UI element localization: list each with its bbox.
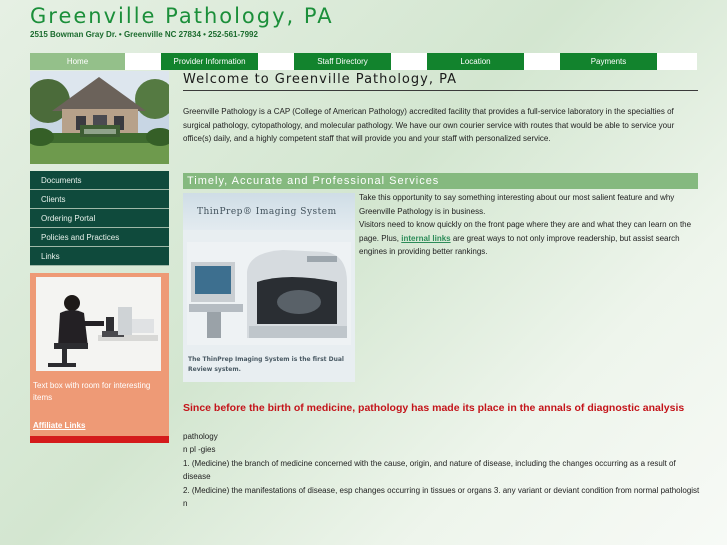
nav-spacer [125, 53, 161, 70]
top-navigation [30, 53, 697, 70]
sidebar-item-policies-and-practices[interactable]: Policies and Practices [30, 228, 169, 247]
feature-paragraph-2 [359, 218, 699, 259]
thinprep-caption: The ThinPrep Imaging System is the first Dual Review system. [188, 356, 344, 373]
nav-provider-information[interactable]: Provider Information [161, 53, 258, 70]
definition-pronunciation: n pl -gies [183, 445, 216, 455]
thinprep-promo [183, 193, 355, 382]
definition-word: pathology [183, 432, 218, 441]
feature-text-after-link: are great ways to not only improve readership, but assist search engines in providing better rankings. [359, 233, 680, 257]
definition-sense-1: 1. (Medicine) the branch of medicine concerned with the cause, origin, and nature of disease, including the changes occurring as a result of disease [183, 458, 676, 482]
affiliate-links-link[interactable]: Affiliate Links [33, 421, 86, 430]
promo-accent-bar [30, 436, 169, 443]
nav-spacer [258, 53, 294, 70]
feature-text-before-link: Visitors need to know quickly on the front page where they are and what they can learn on the page. Plus, [359, 220, 692, 243]
sidebar-item-ordering-portal[interactable]: Ordering Portal [30, 209, 169, 228]
sidebar-item-clients[interactable]: Clients [30, 190, 169, 209]
nav-spacer [524, 53, 560, 70]
promo-text: Text box with room for interesting items [33, 381, 151, 402]
feature-text [359, 191, 699, 259]
imaging-system-photo [187, 242, 351, 345]
nav-spacer [391, 53, 427, 70]
section-heading: Timely, Accurate and Professional Services [183, 173, 698, 189]
building-photo [30, 71, 169, 164]
feature-paragraph-1: Take this opportunity to say something interesting about our most salient feature and why Greenville Pathology is in business. [359, 193, 675, 216]
definition-sense-2: 2. (Medicine) the manifestations of disease, esp changes occurring in tissues or organs 3. any variant or deviant condition from normal pathologist n [183, 485, 700, 509]
nav-staff-directory[interactable]: Staff Directory [294, 53, 391, 70]
page-title: Welcome to Greenville Pathology, PA [183, 72, 698, 91]
thinprep-title: ThinPrep® Imaging System [183, 193, 355, 230]
sidebar-menu [30, 171, 169, 266]
site-title: Greenville Pathology, PA [30, 4, 334, 28]
promo-box [30, 273, 169, 443]
intro-paragraph: Greenville Pathology is a CAP (College of American Pathology) accredited facility that provides a full-service laboratory in the specialties of surgical pathology, cytopathology, and molecular pathology. We have our own courier service with routes that would be able to service your office(s) daily, and a highly competent staff that will provide you and your staff with personalized service. [183, 107, 675, 144]
pathology-definition [183, 430, 703, 510]
pathology-subheading: Since before the birth of medicine, pathology has made its place in the annals of diagnostic analysis [183, 402, 685, 414]
site-address: 2515 Bowman Gray Dr. • Greenville NC 27834 • 252-561-7992 [30, 30, 258, 39]
sidebar-item-documents[interactable]: Documents [30, 171, 169, 190]
sidebar-item-links[interactable]: Links [30, 247, 169, 266]
nav-location[interactable]: Location [427, 53, 524, 70]
internal-links-link[interactable]: internal links [401, 233, 451, 243]
nav-home[interactable]: Home [30, 53, 125, 70]
nav-payments[interactable]: Payments [560, 53, 657, 70]
lab-technician-photo [36, 277, 161, 371]
